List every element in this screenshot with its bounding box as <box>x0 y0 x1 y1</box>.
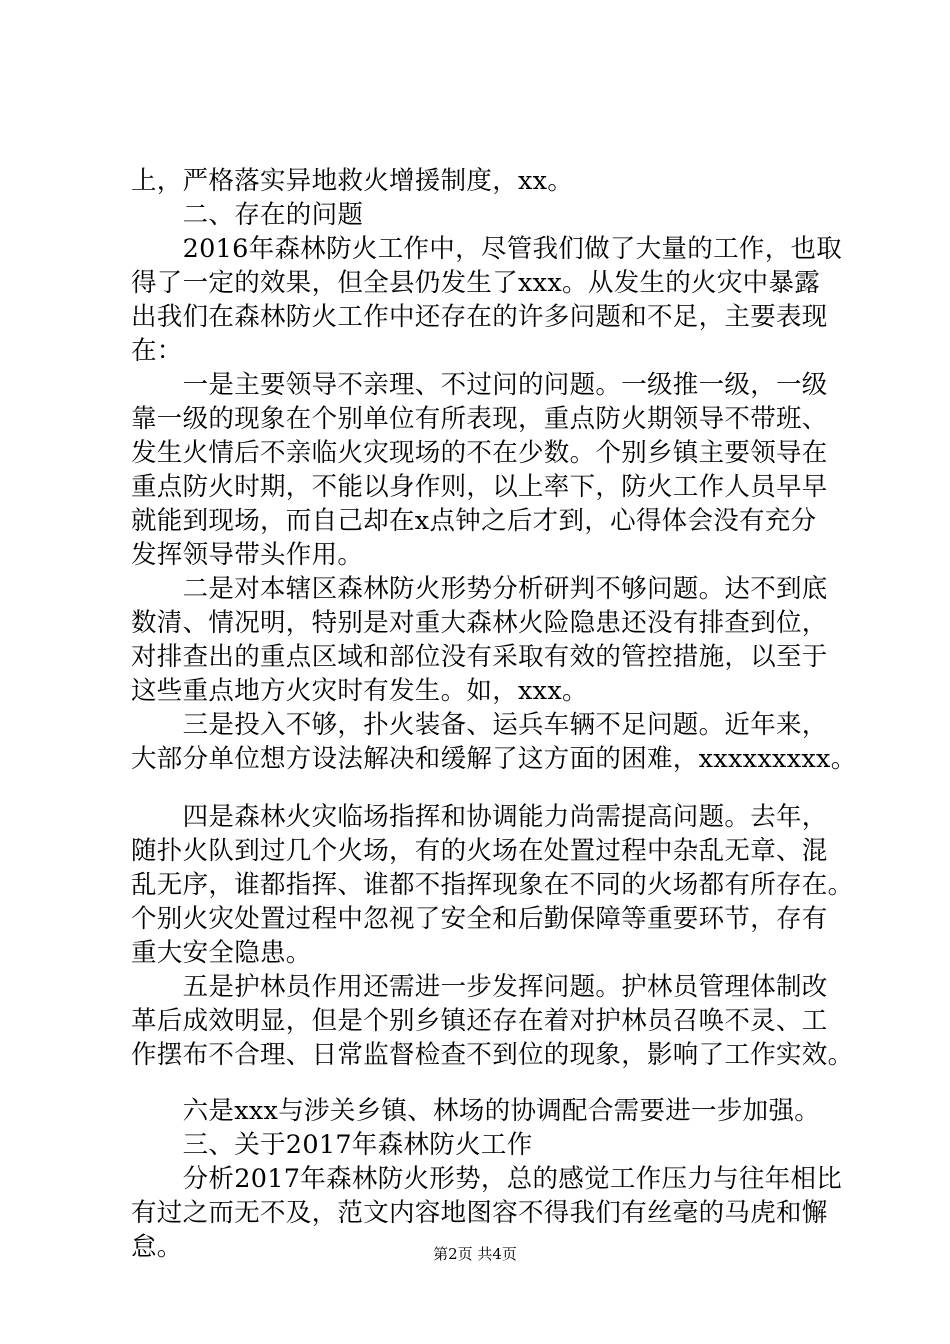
text-line: 五是护林员作用还需进一步发挥问题。护林员管理体制改 <box>131 972 828 1002</box>
text-line: 作摆布不合理、日常监督检查不到位的现象，影响了工作实效。 <box>131 1040 854 1070</box>
text-line: 就能到现场，而自己却在x点钟之后才到，心得体会没有充分 <box>131 506 817 536</box>
text-line: 上，严格落实异地救火增援制度，xx。 <box>131 166 574 196</box>
text-line: 重大安全隐患。 <box>131 938 312 968</box>
text-line: 靠一级的现象在个别单位有所表现，重点防火期领导不带班、 <box>131 404 828 434</box>
text-line: 这些重点地方火灾时有发生。如，xxx。 <box>131 676 588 706</box>
section-heading: 二、存在的问题 <box>131 200 364 230</box>
text-line: 发生火情后不亲临火灾现场的不在少数。个别乡镇主要领导在 <box>131 438 828 468</box>
text-line: 随扑火队到过几个火场，有的火场在处置过程中杂乱无章、混 <box>131 836 828 866</box>
page-number-footer: 第2页 共4页 <box>433 1245 517 1263</box>
text-line: 大部分单位想方设法解决和缓解了这方面的困难，xxxxxxxxx。 <box>131 744 857 774</box>
text-line: 在： <box>131 336 183 366</box>
text-line: 重点防火时期，不能以身作则，以上率下，防火工作人员早早 <box>131 472 828 502</box>
text-line: 数清、情况明，特别是对重大森林火险隐患还没有排查到位， <box>131 608 828 638</box>
text-line: 四是森林火灾临场指挥和协调能力尚需提高问题。去年， <box>131 802 828 832</box>
text-line: 对排查出的重点区域和部位没有采取有效的管控措施，以至于 <box>131 642 828 672</box>
text-line: 有过之而无不及，范文内容地图容不得我们有丝毫的马虎和懈 <box>131 1198 828 1228</box>
text-line: 一是主要领导不亲理、不过问的问题。一级推一级，一级 <box>131 370 828 400</box>
text-line: 怠。 <box>131 1232 183 1262</box>
text-line: 分析2017年森林防火形势，总的感觉工作压力与往年相比 <box>131 1164 843 1194</box>
text-line: 六是xxx与涉关乡镇、林场的协调配合需要进一步加强。 <box>131 1096 821 1126</box>
text-line: 发挥领导带头作用。 <box>131 540 364 570</box>
text-line: 二是对本辖区森林防火形势分析研判不够问题。达不到底 <box>131 574 828 604</box>
text-line: 乱无序，谁都指挥、谁都不指挥现象在不同的火场都有所存在。 <box>131 870 854 900</box>
text-line: 革后成效明显，但是个别乡镇还存在着对护林员召唤不灵、工 <box>131 1006 828 1036</box>
text-line: 出我们在森林防火工作中还存在的许多问题和不足，主要表现 <box>131 302 828 332</box>
text-line: 三是投入不够，扑火装备、运兵车辆不足问题。近年来， <box>131 710 828 740</box>
text-line: 2016年森林防火工作中，尽管我们做了大量的工作，也取 <box>131 234 843 264</box>
text-line: 得了一定的效果，但全县仍发生了xxx。从发生的火灾中暴露 <box>131 268 821 298</box>
section-heading: 三、关于2017年森林防火工作 <box>131 1130 533 1160</box>
text-line: 个别火灾处置过程中忽视了安全和后勤保障等重要环节，存有 <box>131 904 828 934</box>
